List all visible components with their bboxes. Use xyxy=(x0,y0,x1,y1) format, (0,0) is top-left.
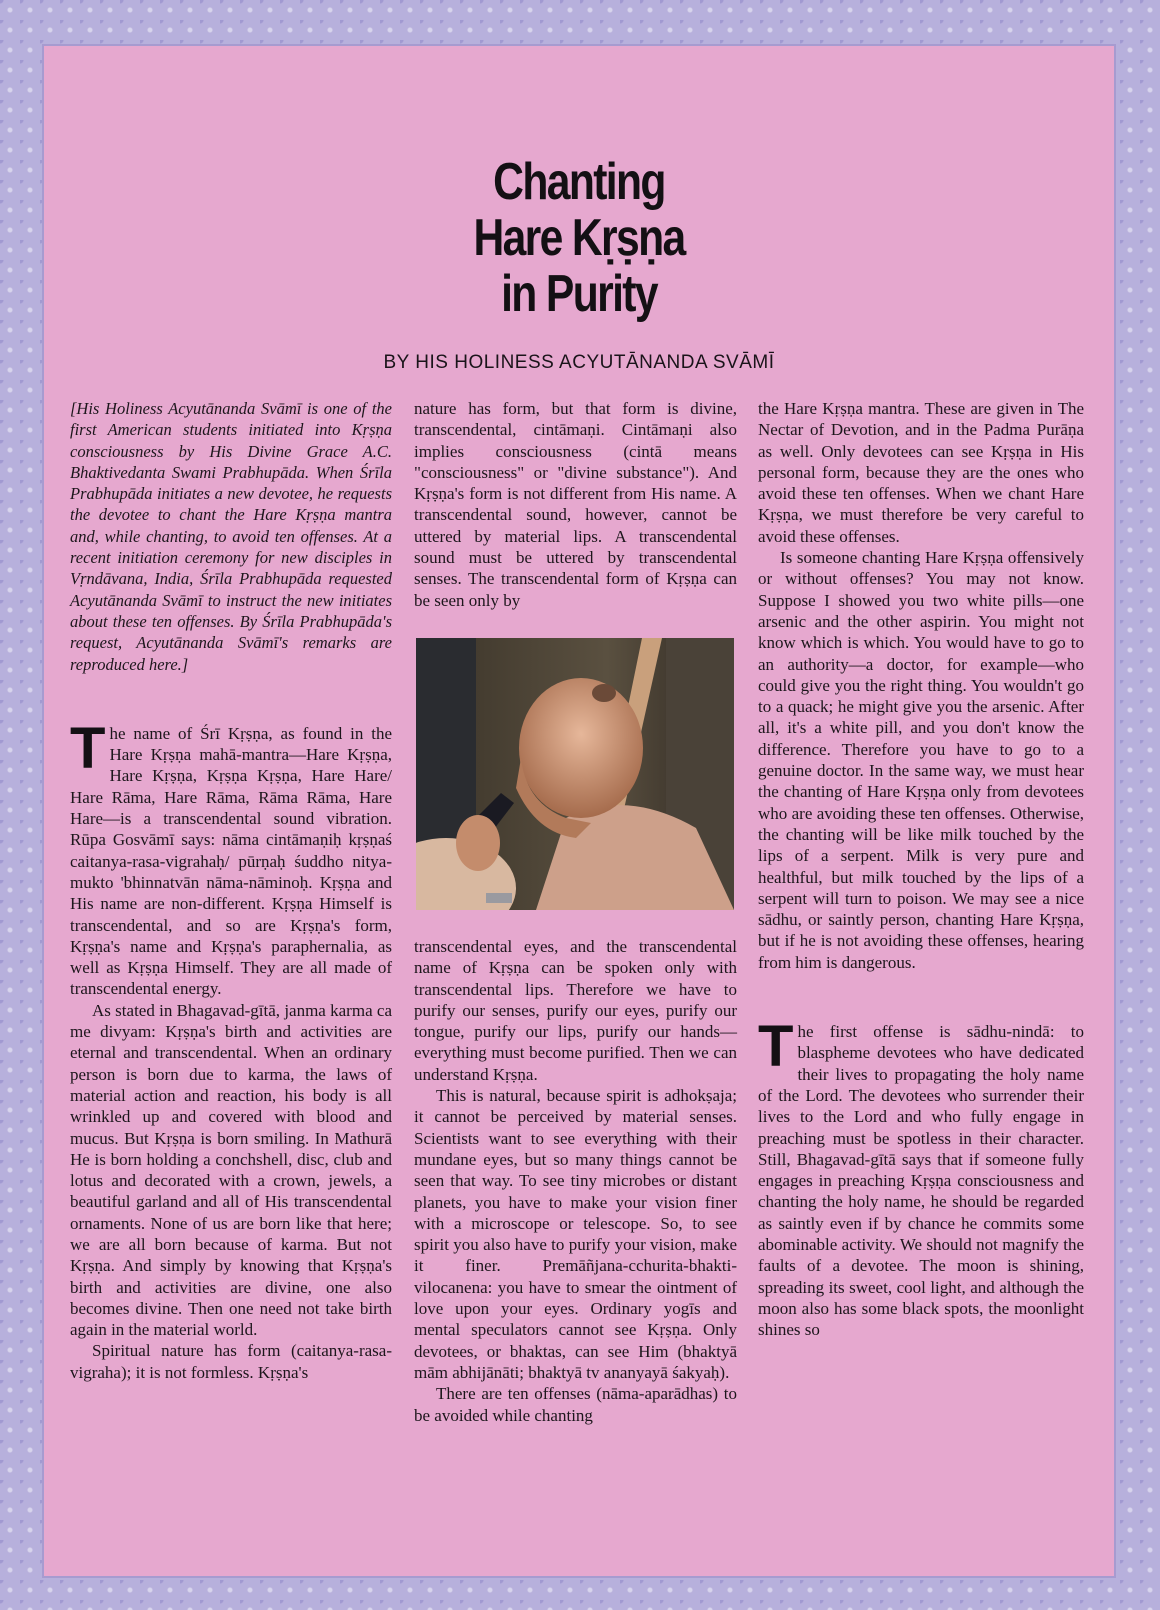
col3-paragraph-2: Is someone chanting Hare Kṛṣṇa offensively or without offenses? You may not know. Suppose I showed you two white pills—one arsenic and the other aspirin. You might not know which is which. You would have to go to an authority—a doctor, for example—who could give you the right thing. You wouldn't go to a quack; he might give you the arsenic. After all, it's a white pill, and you don't know the difference. Therefore you have to go to a genuine doctor. In the same way, we must hear the chanting of Hare Kṛṣṇa only from devotees who are avoiding these ten offenses. Otherwise, the chanting will be like milk touched by the lips of a serpent. Milk is very pure and healthful, but milk touched by the lips of a serpent will turn to poison. We may see a nice sādhu, or saintly person, chanting Hare Kṛṣṇa, but if he is not avoiding these offenses, hearing from him is dangerous. xyxy=(758,548,1084,972)
col1-paragraph-1: The name of Śrī Kṛṣṇa, as found in the Hare Kṛṣṇa mahā-mantra—Hare Kṛṣṇa, Hare Kṛṣṇa, Kṛṣṇa Kṛṣṇa, Hare Hare/ Hare Rāma, Hare Rāma, Rāma Rāma, Hare Hare—is a transcendental sound vibration. Rūpa Gosvāmī says: nāma cintāmaṇiḥ kṛṣṇaś caitanya-rasa-vigrahaḥ/ pūrṇaḥ śuddho nitya-mukto 'bhinnatvān nāma-nāminoḥ. Kṛṣṇa and His name are non-different. Kṛṣṇa Himself is transcendental, and so are Kṛṣṇa's form, Kṛṣṇa's name and Kṛṣṇa's paraphernalia, as well as Kṛṣṇa Himself. They are all made of transcendental energy. xyxy=(70,715,392,999)
column-2-top xyxy=(414,398,737,611)
speaker-photo-illustration xyxy=(416,638,734,910)
title-line-3: in Purity xyxy=(501,265,657,323)
col2-paragraph-3: There are ten offenses (nāma-aparādhas) to be avoided while chanting xyxy=(414,1384,737,1425)
column-1 xyxy=(70,398,392,1383)
col2-paragraph-2: This is natural, because spirit is adhokṣaja; it cannot be perceived by material senses. Scientists want to see everything with their mundane eyes, but so many things cannot be seen that way. To see tiny microbes or distant planets, you have to make your vision finer with a microscope or telescope. So, to see spirit you also have to purify your vision, make it finer. Premāñjana-cchurita-bhakti-vilocanena: you have to smear the ointment of love upon your eyes. Ordinary yogīs and mental speculators cannot see Kṛṣṇa. Only devotees, or bhaktas, can see Him (bhaktyā mām abhijānāti; bhaktyā tv ananyayā śakyaḥ). xyxy=(414,1086,737,1382)
col2-top-text: nature has form, but that form is divine, transcendental, cintāmaṇi. Cintāmaṇi also implies consciousness (cintā means "consciousness" or "divine substance"). And Kṛṣṇa's form is not different from His name. A transcendental sound, however, cannot be uttered by material lips. A transcendental sound must be uttered by transcendental senses. The transcendental form of Kṛṣṇa can be seen only by xyxy=(414,399,737,610)
article-title xyxy=(140,154,1017,322)
drop-cap: T xyxy=(70,715,106,781)
photo-speaker xyxy=(416,638,734,910)
title-line-2: Hare Kṛṣṇa xyxy=(473,209,685,267)
col2-paragraph-1: transcendental eyes, and the transcendental name of Kṛṣṇa can be spoken only with transcendental lips. Therefore we have to purify our senses, purify our eyes, purify our tongue, purify our lips, purify our hands—everything must become purified. Then we can understand Kṛṣṇa. xyxy=(414,937,737,1084)
col1-paragraph-2: As stated in Bhagavad-gītā, janma karma ca me divyam: Kṛṣṇa's birth and activities are eternal and transcendental. When an ordinary person is born due to karma, the laws of material action and reaction, his body is all wrinkled up and covered with blood and mucus. But Kṛṣṇa is born smiling. In Mathurā He is born holding a conchshell, disc, club and lotus and decorated with a crown, jewels, a beautiful garland and all of His transcendental ornaments. None of us are born like that here; we are all born because of karma. But not Kṛṣṇa. And simply by knowing that Kṛṣṇa's birth and activities are divine, one also becomes divine. Then one need not take birth again in the material world. xyxy=(70,1000,392,1340)
magazine-page xyxy=(44,46,1114,1576)
byline: BY HIS HOLINESS ACYUTĀNANDA SVĀMĪ xyxy=(383,352,775,373)
col3-paragraph-1: the Hare Kṛṣṇa mantra. These are given in The Nectar of Devotion, and in the Padma Purāṇa as well. Only devotees can see Kṛṣṇa in His personal form, because they are the ones who avoid these ten offenses. When we chant Hare Kṛṣṇa, we must therefore be very careful to avoid these offenses. xyxy=(758,399,1084,546)
column-3 xyxy=(758,398,1084,1340)
intro-note: [His Holiness Acyutānanda Svāmī is one of the first American students initiated into Kṛṣṇa consciousness by His Divine Grace A.C. Bhaktivedanta Swami Prabhupāda. When Śrīla Prabhupāda initiates a new devotee, he requests the devotee to chant the Hare Kṛṣṇa mantra and, while chanting, to avoid ten offenses. At a recent initiation ceremony for new disciples in Vṛndāvana, India, Śrīla Prabhupāda requested Acyutānanda Svāmī to instruct the new initiates about these ten offenses. By Śrīla Prabhupāda's request, Acyutānanda Svāmī's remarks are reproduced here.] xyxy=(70,399,392,674)
col3-paragraph-3: The first offense is sādhu-nindā: to blaspheme devotees who have dedicated their lives to propagating the holy name of the Lord. The devotees who surrender their lives to the Lord and who fully engage in preaching must be spotless in their character. Still, Bhagavad-gītā says that if someone fully engages in preaching Kṛṣṇa consciousness and chanting the holy name, he should be regarded as saintly even if by chance he commits some abominable activity. We should not magnify the faults of a devotee. The moon is shining, spreading its sweet, cool light, and although the moon also has some black spots, the moonlight shines so xyxy=(758,1014,1084,1340)
col1-paragraph-3: Spiritual nature has form (caitanya-rasa-vigraha); it is not formless. Kṛṣṇa's xyxy=(70,1341,392,1382)
drop-cap-2: T xyxy=(758,1014,794,1080)
column-2-bottom xyxy=(414,936,737,1426)
title-line-1: Chanting xyxy=(493,153,665,211)
